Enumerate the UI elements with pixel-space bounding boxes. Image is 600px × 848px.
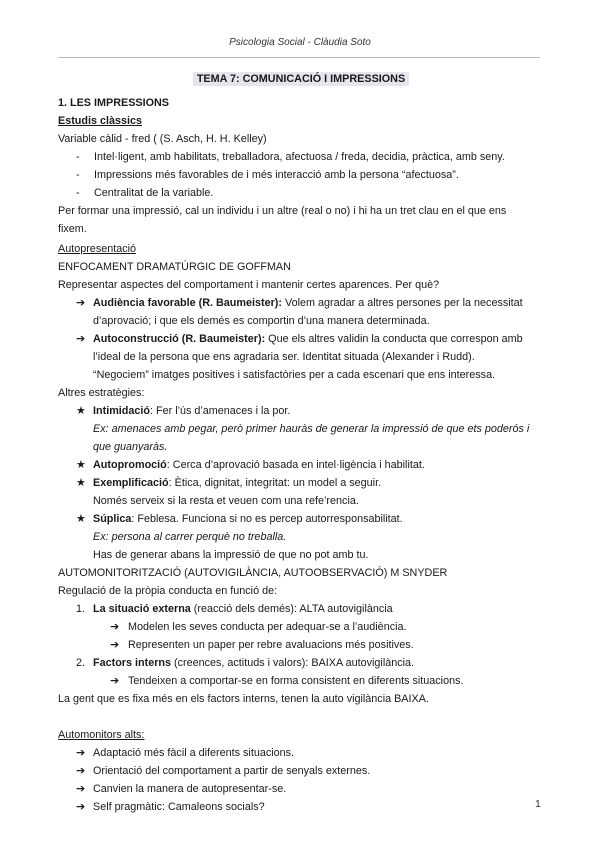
list-item — [58, 402, 544, 420]
document-body — [58, 70, 544, 816]
conclusion-line: La gent que es fixa més en els factors interns, tenen la auto vigilància BAIXA. — [58, 693, 429, 705]
subsection-heading-classics: Estudis clàssics — [58, 115, 143, 127]
document-title — [58, 70, 544, 88]
continuation-line: d’aprovació; i que els demés es comportin d’una manera determinada. — [93, 315, 430, 327]
sub-list-item — [58, 672, 544, 690]
item-number: 2. — [76, 657, 86, 669]
numbered-item — [58, 600, 544, 618]
paragraph-line: fixem. — [58, 223, 87, 235]
term-label: Súplica — [93, 513, 132, 525]
list-item — [58, 762, 544, 780]
automonitors-heading: Automonitors alts: — [58, 729, 145, 741]
example-line: Ex: persona al carrer perquè no treballa. — [93, 531, 287, 543]
dash-bullet: - — [76, 187, 80, 199]
classics-intro: Variable càlid - fred ( (S. Asch, H. H. Kelley) — [58, 133, 267, 145]
snyder-intro: Regulació de la pròpia conducta en funció de: — [58, 585, 278, 597]
list-item-text: Adaptació més fàcil a diferents situacions. — [93, 747, 295, 759]
list-item-text: Centralitat de la variable. — [94, 187, 214, 199]
term-text: (reacció dels demés): ALTA autovigilància — [190, 603, 393, 615]
arrow-bullet-icon: ➔ — [76, 747, 86, 759]
list-item — [58, 184, 544, 202]
arrow-bullet-icon: ➔ — [110, 675, 120, 687]
snyder-heading: AUTOMONITORITZACIÓ (AUTOVIGILÀNCIA, AUTOOBSERVACIÓ) M SNYDER — [58, 567, 448, 579]
arrow-bullet-icon: ➔ — [110, 621, 120, 633]
term-label: Exemplificació — [93, 477, 169, 489]
arrow-bullet-icon: ➔ — [76, 783, 86, 795]
list-item — [58, 474, 544, 492]
item-number: 1. — [76, 603, 86, 615]
header-divider — [58, 57, 540, 58]
strategies-label: Altres estratègies: — [58, 387, 145, 399]
list-item — [58, 780, 544, 798]
list-item-text: Self pragmàtic: Camaleons socials? — [93, 801, 265, 813]
arrow-bullet-icon: ➔ — [76, 333, 86, 345]
paragraph-line: Per formar una impressió, cal un individu i un altre (real o no) i hi ha un tret clau en el que ens — [58, 205, 507, 217]
list-item-text: Impressions més favorables de i més interacció amb la persona “afectuosa”. — [94, 169, 459, 181]
list-item-text: Canvien la manera de autopresentar-se. — [93, 783, 287, 795]
subsection-heading-autopresentacio: Autopresentació — [58, 243, 137, 255]
numbered-item — [58, 654, 544, 672]
list-item-text: Intel·ligent, amb habilitats, treballadora, afectuosa / freda, decidia, pràctica, amb seny. — [94, 151, 505, 163]
running-header: Psicologia Social - Clàudia Soto — [229, 37, 371, 48]
term-label: La situació externa — [93, 603, 191, 615]
example-line: Ex: amenaces amb pegar, però primer hauràs de generar la impressió de que ets poderós i — [93, 423, 530, 435]
term-label: Autopromoció — [93, 459, 167, 471]
blank-spacer — [58, 708, 544, 726]
list-item — [58, 330, 544, 348]
continuation-line: “Negociem” imatges positives i satisfactòries per a cada escenari que ens interessa. — [93, 369, 496, 381]
term-text: (creences, actituds i valors): BAIXA autovigilància. — [171, 657, 415, 669]
term-text: : Fer l’ús d’amenaces i la por. — [150, 405, 291, 417]
sub-list-item-text: Modelen les seves conducta per adequar-se a l’audiència. — [128, 621, 407, 633]
arrow-bullet-icon: ➔ — [76, 765, 86, 777]
list-item — [58, 744, 544, 762]
section-heading: 1. LES IMPRESSIONS — [58, 97, 169, 109]
list-item — [58, 798, 544, 816]
sub-list-item — [58, 636, 544, 654]
page-number: 1 — [535, 798, 541, 810]
goffman-question: Representar aspectes del comportament i mantenir certes aparences. Per què? — [58, 279, 440, 291]
term-label: Intimidació — [93, 405, 150, 417]
term-label: Audiència favorable (R. Baumeister): — [93, 297, 282, 309]
goffman-heading: ENFOCAMENT DRAMATÚRGIC DE GOFFMAN — [58, 261, 291, 273]
title-text: TEMA 7: COMUNICACIÓ I IMPRESSIONS — [193, 72, 409, 86]
list-item — [58, 456, 544, 474]
continuation-line: l’ideal de la persona que ens agradaria ser. Identitat situada (Alexander i Rudd). — [93, 351, 475, 363]
dash-bullet: - — [76, 151, 80, 163]
list-item-text: Orientació del comportament a partir de senyals externes. — [93, 765, 371, 777]
sub-list-item-text: Representen un paper per rebre avaluacions més positives. — [128, 639, 414, 651]
list-item — [58, 510, 544, 528]
term-text: : Cerca d’aprovació basada en intel·ligència i habilitat. — [166, 459, 425, 471]
list-item — [58, 166, 544, 184]
star-bullet-icon: ★ — [76, 513, 86, 525]
dash-bullet: - — [76, 169, 80, 181]
star-bullet-icon: ★ — [76, 405, 86, 417]
arrow-bullet-icon: ➔ — [110, 639, 120, 651]
list-item — [58, 148, 544, 166]
term-text: Volem agradar a altres persones per la necessitat — [282, 297, 523, 309]
term-text: : Ètica, dignitat, integritat: un model a seguir. — [168, 477, 382, 489]
term-text: : Feblesa. Funciona si no es percep autorresponsabilitat. — [131, 513, 403, 525]
star-bullet-icon: ★ — [76, 459, 86, 471]
example-line: que guanyaràs. — [93, 441, 168, 453]
term-label: Autoconstrucció (R. Baumeister): — [93, 333, 266, 345]
arrow-bullet-icon: ➔ — [76, 801, 86, 813]
note-line: Només serveix si la resta et veuen com una refe’rencia. — [93, 495, 359, 507]
arrow-bullet-icon: ➔ — [76, 297, 86, 309]
star-bullet-icon: ★ — [76, 477, 86, 489]
term-label: Factors interns — [93, 657, 171, 669]
note-line: Has de generar abans la impressió de que no pot amb tu. — [93, 549, 369, 561]
term-text: Que els altres validin la conducta que correspon amb — [265, 333, 523, 345]
list-item — [58, 294, 544, 312]
sub-list-item-text: Tendeixen a comportar-se en forma consistent en diferents situacions. — [128, 675, 464, 687]
sub-list-item — [58, 618, 544, 636]
